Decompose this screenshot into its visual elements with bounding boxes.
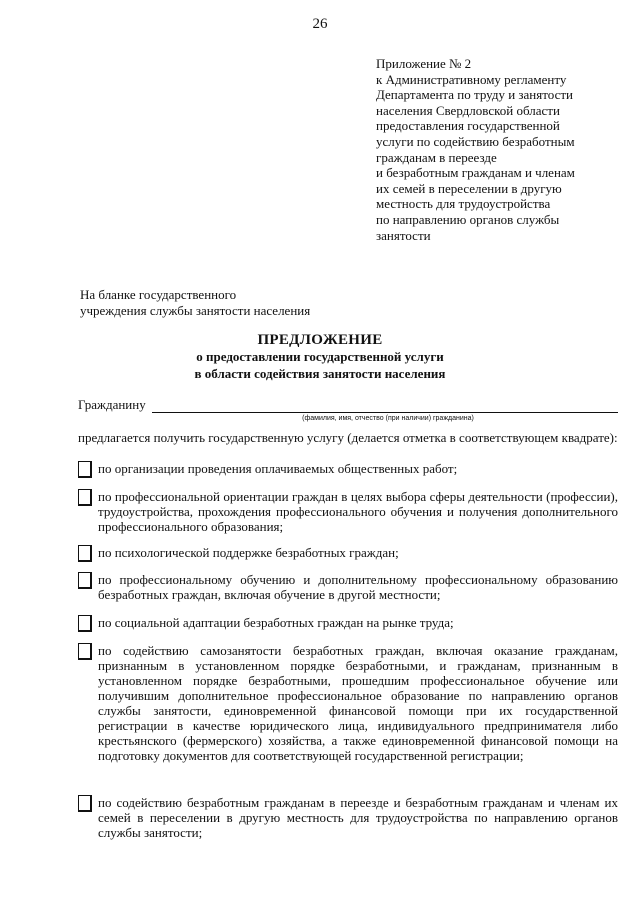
appendix-line: и безработным гражданам и членам	[376, 165, 575, 181]
appendix-line: занятости	[376, 227, 431, 243]
document-subtitle: в области содействия занятости населения	[194, 366, 446, 381]
document-title: ПРЕДЛОЖЕНИЕ	[257, 332, 383, 348]
option-text: по организации проведения оплачиваемых общественных работ;	[98, 461, 458, 476]
appendix-header	[376, 56, 616, 243]
appendix-line: предоставления государственной	[376, 118, 560, 134]
checkbox[interactable]	[78, 795, 92, 812]
appendix-line: местность для трудоустройства	[376, 196, 551, 212]
letterhead-line: На бланке государственного	[80, 287, 237, 302]
option-text: по психологической поддержке безработных граждан;	[98, 545, 399, 560]
appendix-line: гражданам в переезде	[376, 149, 497, 165]
appendix-line: Департамента по труду и занятости	[376, 87, 573, 103]
checkbox[interactable]	[78, 489, 92, 506]
option-career-guidance	[78, 489, 618, 534]
intro-text: предлагается получить государственную услугу (делается отметка в соответствующем квадрате):	[78, 430, 618, 445]
option-text: по содействию безработным гражданам в переезде и безработным гражданам и членам их семей в переселении в другую местность для трудоустройства по направлению органов службы занятости;	[98, 795, 618, 840]
appendix-line: их семей в переселении в другую	[376, 180, 562, 196]
citizen-field	[78, 397, 618, 422]
page-number: 26	[312, 16, 328, 32]
option-text: по содействию самозанятости безработных граждан, включая оказание гражданам, признанным в установленном порядке безработными, и гражданам, признанным в установленном порядке безработными, прошедшим профессиональное обучение или получившим дополнительное профессиональное образование по направлению органов службы занятости, единовременной финансовой помощи при их государственной регистрации в качестве юридического лица, индивидуального предпринимателя либо крестьянского (фермерского) хозяйства, а также единовременной финансовой помощи на подготовку документов для соответствующей государственной регистрации;	[98, 643, 618, 763]
document-subtitle: о предоставлении государственной услуги	[196, 349, 444, 364]
option-text: по профессиональной ориентации граждан в целях выбора сферы деятельности (профессии), трудоустройства, прохождения профессионального обучения и получения дополнительного профессионального образования;	[98, 489, 618, 534]
option-self-employment	[78, 643, 618, 763]
checkbox[interactable]	[78, 545, 92, 562]
appendix-line: населения Свердловской области	[376, 102, 560, 118]
appendix-line: Приложение № 2	[376, 56, 472, 71]
letterhead-line: учреждения службы занятости населения	[80, 303, 311, 318]
checkbox[interactable]	[78, 615, 92, 632]
option-text: по социальной адаптации безработных граждан на рынке труда;	[98, 615, 454, 630]
appendix-line: по направлению органов службы	[376, 211, 560, 227]
citizen-name-hint: (фамилия, имя, отчество (при наличии) гражданина)	[302, 415, 474, 422]
option-relocation	[78, 795, 618, 840]
option-text: по профессиональному обучению и дополнительному профессиональному образованию безработных граждан, включая обучение в другой местности;	[98, 572, 618, 602]
option-vocational-training	[78, 572, 618, 602]
checkbox[interactable]	[78, 461, 92, 478]
appendix-line: к Административному регламенту	[376, 71, 567, 87]
option-psychological-support	[78, 545, 618, 560]
citizen-label: Гражданину	[78, 397, 146, 412]
citizen-name-line[interactable]	[152, 412, 618, 413]
option-public-works	[78, 461, 618, 476]
option-social-adaptation	[78, 615, 618, 630]
letterhead-note	[80, 287, 310, 319]
appendix-line: услуги по содействию безработным	[376, 133, 575, 149]
checkbox[interactable]	[78, 572, 92, 589]
checkbox[interactable]	[78, 643, 92, 660]
